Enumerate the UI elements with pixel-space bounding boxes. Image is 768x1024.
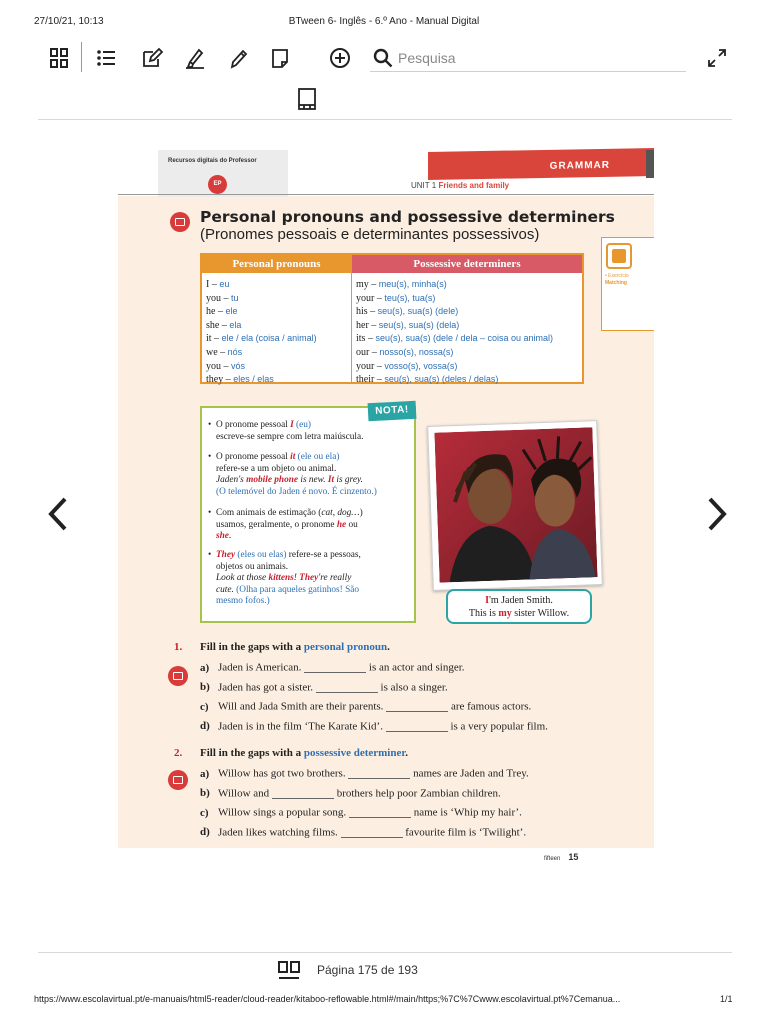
page-subheading: (Pronomes pessoais e determinantes possessivos) [200,226,540,243]
unit-label [411,181,509,190]
determiner-row-en: their – [356,374,385,386]
determiner-row-pt: seu(s), sua(s) (dela) [378,319,460,330]
page-number-word: fifteen [544,856,561,862]
exercise-item [200,766,529,780]
pronouns-header: Personal pronouns [202,255,351,273]
item-letter: d) [200,826,210,838]
exercise-item [200,805,522,819]
section-band [428,148,654,180]
pronoun-row-en: I – [206,279,220,290]
page-number: 15 [568,852,579,862]
list-icon [95,47,117,69]
pronoun-row-en: you – [206,292,231,304]
determiner-row-pt: seu(s), sua(s) (dele / dela – coisa ou animal) [375,333,554,344]
previous-page-button[interactable] [45,494,71,534]
item-letter: b) [200,681,210,693]
determiner-row [356,278,553,292]
item-letter: d) [200,720,210,732]
top-divider [38,119,732,120]
table-divider [351,255,352,382]
note-box [200,406,416,623]
item-text-before: Willow has got two brothers. [218,767,349,780]
pronoun-row-en: they – [206,374,234,386]
next-page-button[interactable] [704,494,730,534]
sticky-note-icon [269,47,291,69]
print-url: https://www.escolavirtual.pt/e-manuais/html5-reader/cloud-reader/kitaboo-reflowable.html#/main/https;%7C%7Cwww.escolavirtual.pt%7Cemanua... [34,994,621,1004]
item-text-before: Jaden is in the film ‘The Karate Kid’. [218,720,386,732]
determiner-row-pt: vosso(s), vossa(s) [384,360,458,371]
bookmark-button[interactable] [296,86,318,112]
exercise-2-title: Fill in the gaps with a possessive determiner. [200,747,408,759]
resource-icon[interactable] [170,212,190,232]
teacher-resources-box[interactable] [158,150,288,197]
pronoun-row-pt: tu [231,292,239,303]
page-indicator: Página 175 de 193 [317,963,418,977]
bottom-bar [0,958,768,984]
exercise-item [200,660,465,674]
gap-input[interactable] [386,699,448,712]
two-page-icon [277,960,301,982]
toc-button[interactable] [92,44,120,72]
item-letter: a) [200,661,210,674]
teacher-resources-badge[interactable]: EP [208,175,227,194]
print-datetime: 27/10/21, 10:13 [34,16,104,27]
chevron-left-icon [45,494,71,534]
section-band-edge [646,150,654,178]
photo-caption: I'm Jaden Smith. This is my sister Willow. [446,589,592,624]
determiner-row-en: his – [356,306,378,318]
add-button[interactable] [326,44,354,72]
determiner-row-pt: seu(s), sua(s) (deles / delas) [384,374,499,385]
pronoun-row-en: it – [206,333,222,345]
pronoun-row [206,305,317,319]
fullscreen-button[interactable] [703,44,731,72]
print-title: BTween 6- Inglês - 6.º Ano - Manual Digital [288,16,480,27]
item-text-after: name is ‘Whip my hair’. [410,806,522,819]
determiner-row-en: our – [356,346,380,358]
pronoun-row [206,346,317,360]
determiners-header: Possessive determiners [352,255,582,273]
pen-icon [227,47,249,69]
search-input[interactable] [398,46,678,70]
pronoun-row-pt: eu [219,279,230,289]
determiner-row-en: her – [356,319,379,331]
exercise-1-number: 1. [174,641,183,653]
note-item: • Com animais de estimação (cat, dog…) usamos, geralmente, o pronome he ou she. [208,508,363,541]
note-item: • O pronome pessoal it (ele ou ela) refere-se a um objeto ou animal. Jaden's mobile phone is new. It is grey. (O telemóvel do Jaden é novo. É cinzento.) [208,452,377,497]
highlighter-button[interactable] [181,44,209,72]
pronoun-row-en: you – [206,360,231,372]
item-letter: c) [200,700,209,713]
highlighter-icon [184,47,206,69]
item-text-after: brothers help poor Zambian children. [333,787,501,799]
exercise-type: Matching [605,280,627,286]
note-item: • They (eles ou elas) refere-se a pessoas, objetos ou animais. Look at those kittens! They're really cute. (Olha para aqueles gatinhos! São mesmo fofos.) [208,550,361,606]
print-page-count: 1/1 [720,994,733,1004]
item-text-after: favourite film is ‘Twilight’. [402,826,527,838]
exercise-2-number: 2. [174,747,183,759]
exercise-2-resource-icon[interactable] [168,770,188,790]
pen-button[interactable] [224,44,252,72]
photo [427,420,603,591]
note-badge: NOTA! [368,401,417,421]
exercise-label: • Exercício [605,273,629,279]
item-letter: c) [200,806,209,819]
pronoun-row-pt: eles / elas [233,374,274,385]
unit-title: Friends and family [438,181,510,190]
item-letter: b) [200,787,210,799]
item-text-before: Willow sings a popular song. [218,806,349,819]
pronoun-row-pt: ele / ela (coisa / animal) [221,333,317,344]
determiner-row [356,292,553,306]
item-text-after: is also a singer. [377,681,448,693]
page-rule [118,194,654,195]
exercise-item [200,825,526,839]
chevron-right-icon [704,494,730,534]
gap-input[interactable] [316,680,378,693]
pronoun-row-pt: nós [227,346,243,357]
determiner-row [356,319,553,333]
item-text-after: is a very popular film. [447,720,548,732]
edit-note-icon [141,47,163,69]
determiner-row-pt: teu(s), tua(s) [384,292,436,303]
determiner-row-en: its – [356,333,376,345]
page-view-button[interactable] [277,960,301,982]
note-item: • O pronome pessoal I (eu) escreve-se sempre com letra maiúscula. [208,420,364,442]
matching-exercise-link[interactable] [601,237,654,331]
gap-input[interactable] [304,660,366,673]
notes-button[interactable] [138,44,166,72]
expand-icon [706,47,728,69]
exercise-item [200,719,548,733]
item-text-before: Will and Jada Smith are their parents. [218,700,387,713]
exercise-item [200,699,531,713]
teacher-resources-label: Recursos digitais do Professor [168,158,257,164]
pronoun-row-pt: ele [225,306,238,317]
search-icon[interactable] [372,47,394,69]
determiner-row-pt: seu(s), sua(s) (dele) [377,306,459,317]
item-text-before: Jaden is American. [218,661,305,674]
pronoun-row [206,292,317,306]
determiner-row-pt: meu(s), minha(s) [378,279,447,289]
book-page [118,148,654,848]
determiner-row [356,332,553,346]
determiner-row [356,360,553,374]
item-text-before: Willow and [218,787,272,799]
gap-input[interactable] [341,825,403,838]
determiner-row-pt: nosso(s), nossa(s) [379,346,454,357]
determiner-row-en: my – [356,279,379,290]
exercise-1-title: Fill in the gaps with a personal pronoun. [200,641,390,653]
exercise-1-resource-icon[interactable] [168,666,188,686]
toolbar-separator [81,42,82,72]
exercise-icon [606,243,632,269]
item-letter: a) [200,767,210,780]
exercise-item [200,680,448,694]
reader-toolbar [0,40,768,74]
determiner-row [356,373,553,387]
search-bar [370,44,686,72]
pronouns-column [206,278,317,387]
section-band-label: GRAMMAR [549,159,610,172]
determiners-column [356,278,553,387]
pronoun-row-pt: ela [229,319,242,330]
gap-input[interactable] [349,805,411,818]
pronoun-row [206,319,317,333]
print-header [0,16,768,30]
gap-input[interactable] [348,766,410,779]
pronoun-row [206,373,317,387]
item-text-before: Jaden likes watching films. [218,826,341,838]
photo-image [434,427,597,582]
pronoun-row [206,278,317,292]
gap-input[interactable] [272,786,334,799]
page-footer [544,852,578,862]
exercise-item [200,786,501,800]
pronoun-row [206,332,317,346]
determiner-row-en: your – [356,360,385,372]
add-circle-icon [328,46,352,70]
unit-number: UNIT 1 [411,181,437,190]
bottom-divider [38,952,732,953]
gap-input[interactable] [386,719,448,732]
pronoun-row-en: we – [206,346,228,358]
pronoun-row-en: she – [206,319,230,331]
determiner-row [356,346,553,360]
thumbnails-button[interactable] [45,44,73,72]
page-heading: Personal pronouns and possessive determiners [200,208,615,226]
item-text-after: is an actor and singer. [366,661,465,674]
determiner-row [356,305,553,319]
pronoun-row-en: he – [206,306,226,318]
thumbnails-icon [48,47,70,69]
pronouns-table [200,253,584,384]
sticky-note-button[interactable] [266,44,294,72]
pronoun-row [206,360,317,374]
pronoun-row-pt: vós [231,360,246,371]
bookmark-icon [296,86,318,112]
item-text-after: are famous actors. [448,700,532,713]
item-text-before: Jaden has got a sister. [218,681,316,693]
determiner-row-en: your – [356,292,385,304]
item-text-after: names are Jaden and Trey. [410,767,529,780]
